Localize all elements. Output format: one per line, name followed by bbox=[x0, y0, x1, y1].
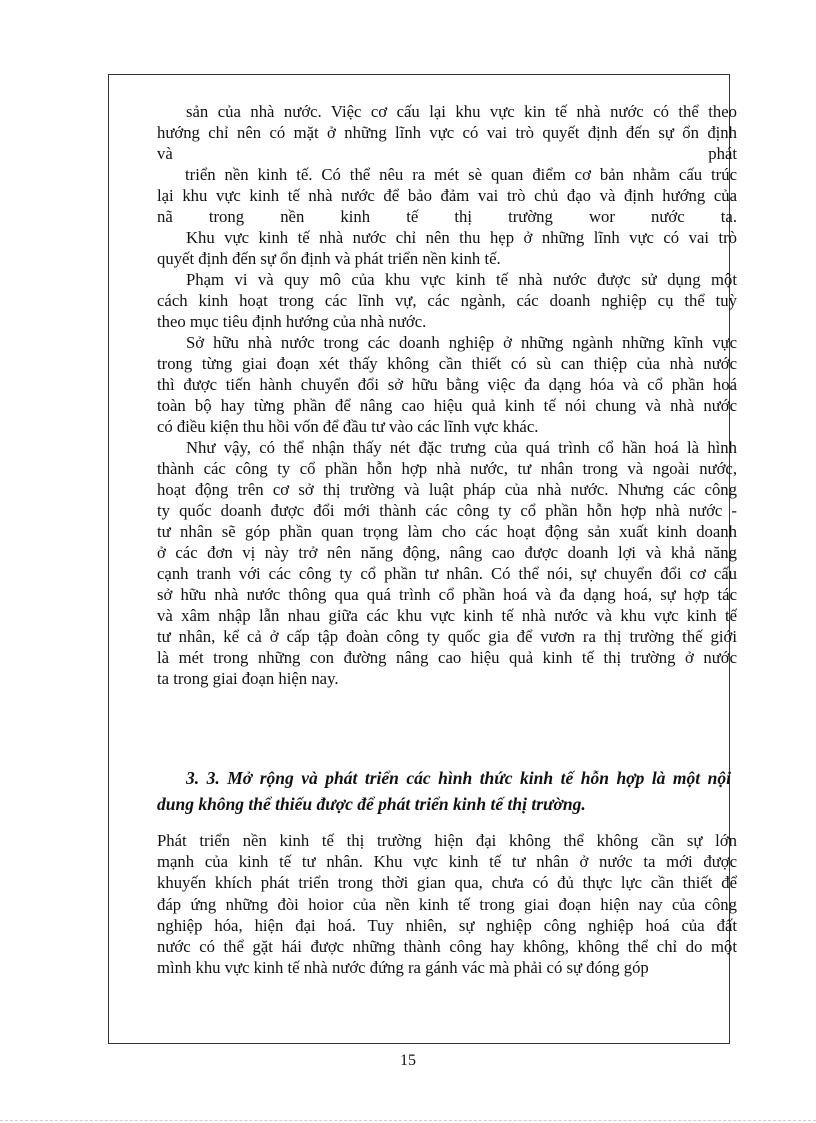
paragraph-line: Phạm vi và quy mô của khu vực kinh tế nhà nước được sử dụng một bbox=[186, 270, 737, 289]
paragraph-line: nước có thể gặt hái được những thành công hay không, không thể chỉ do một bbox=[157, 936, 737, 956]
section-heading-line-1: 3. 3. Mở rộng và phát triển các hình thức kinh tế hỗn hợp là một nội bbox=[186, 768, 731, 788]
paragraph-line: tư nhân sẽ góp phần quan trọng làm cho các hoạt động sản xuất kinh doanh bbox=[157, 522, 737, 541]
paragraph-line: ở các đơn vị này trở nên năng động, nâng cao được doanh lợi và khả năng bbox=[157, 543, 737, 562]
paragraph-line: triển nền kinh tế. Có thể nêu ra mét sè quan điểm cơ bản nhằm cấu trúc bbox=[185, 165, 737, 184]
paragraph-line: ta trong giai đoạn hiện nay. bbox=[157, 669, 339, 688]
section-heading-line-2: dung không thể thiếu được để phát triển kinh tế thị trường. bbox=[157, 794, 586, 814]
paragraph-line: theo mục tiêu định hướng của nhà nước. bbox=[157, 312, 427, 331]
paragraph-line: quyết định đến sự ổn định và phát triển nền kinh tế. bbox=[157, 249, 501, 268]
paragraph-line: Như vậy, có thể nhận thấy nét đặc trưng của quá trình cổ hần hoá là hình bbox=[186, 438, 737, 457]
paragraph-line: và phát bbox=[157, 144, 737, 163]
paragraph-line: đáp ứng những đòi hoior của nền kinh tế trong giai đoạn hiện nay của công bbox=[157, 894, 737, 914]
body-text-block bbox=[157, 101, 737, 689]
paragraph-line: thành các công ty cổ phần hỗn hợp nhà nước, tư nhân trong và ngoài nước, bbox=[157, 459, 737, 478]
paragraph-line: Phát triển nền kinh tế thị trường hiện đại không thể không cần sự lớn bbox=[157, 831, 737, 850]
paragraph-line: ty quốc doanh được đổi mới thành các công ty cổ phần hỗn hợp nhà nước - bbox=[157, 501, 737, 520]
paragraph-line: tư nhân, kể cả ở cấp tập đoàn công ty quốc gia để vươn ra thị trường thế giới bbox=[157, 627, 737, 646]
paragraph-after-heading bbox=[157, 830, 737, 978]
paragraph-line: cạnh tranh với các công ty cổ phần tư nhân. Có thể nói, sự chuyển đổi cơ cấu bbox=[157, 564, 737, 583]
paragraph-line: hoạt động trên cơ sở thị trường và luật pháp của nhà nước. Nhưng các công bbox=[157, 480, 737, 499]
section-heading bbox=[157, 765, 731, 817]
paragraph-line: mình khu vực kinh tế nhà nước đứng ra gánh vác mà phải có sự đóng góp bbox=[157, 958, 649, 978]
paragraph-line: Khu vực kinh tế nhà nước chỉ nên thu hẹp ở những lĩnh vực có vai trò bbox=[186, 228, 737, 247]
paragraph-line: là mét trong những con đường nâng cao hiệu quả kinh tế thị trường ở nước bbox=[157, 648, 737, 667]
paragraph-line: Sở hữu nhà nước trong các doanh nghiệp ở những ngành những kĩnh vực bbox=[186, 333, 737, 352]
paragraph-line: và xâm nhập lẫn nhau giữa các khu vực kinh tế nhà nước và khu vực kinh tế bbox=[157, 606, 737, 625]
paragraph-line: toàn bộ hay từng phần để nâng cao hiệu quả kinh tế nói chung và nhà nước bbox=[157, 396, 737, 415]
paragraph-line: có điều kiện thu hồi vốn để đầu tư vào các lĩnh vực khác. bbox=[157, 417, 539, 436]
paragraph-line: trong từng giai đoạn xét thấy không cần thiết có sù can thiệp của nhà nước bbox=[157, 354, 737, 373]
paragraph-line: nã trong nền kinh tế thị trường wor nước ta. bbox=[157, 207, 737, 226]
paragraph-line: sở hữu nhà nước thông qua quá trình cổ phần hoá và đa dạng hoá, sự hợp tác bbox=[157, 585, 737, 604]
paragraph-line: hướng chỉ nên có mặt ở những lĩnh vực có vai trò quyết định đến sự ổn định bbox=[157, 123, 737, 142]
paragraph-line: sản của nhà nước. Việc cơ cấu lại khu vực kin tế nhà nước có thể theo bbox=[186, 102, 737, 121]
page-bottom-divider bbox=[0, 1120, 816, 1121]
paragraph-line: nghiệp hóa, hiện đại hoá. Tuy nhiên, sự nghiệp công nghiệp hoá của đất bbox=[157, 915, 737, 935]
page-number: 15 bbox=[400, 1052, 416, 1069]
paragraph-line: khuyến khích phát triển trong thời gian qua, chưa có đủ thực lực cần thiết để bbox=[157, 873, 737, 893]
paragraph-line: mạnh của kinh tế tư nhân. Khu vực kinh tế tư nhân ở nước ta mới được bbox=[157, 852, 737, 872]
paragraph-line: thì được tiến hành chuyển đổi sở hữu bằng việc đa dạng hóa và cổ phần hoá bbox=[157, 375, 737, 394]
paragraph-line: lại khu vực kinh tế nhà nước để bảo đảm vai trò chủ đạo và định hướng của bbox=[157, 186, 737, 205]
paragraph-line: cách kinh hoạt trong các lĩnh vự, các ngành, các doanh nghiệp cụ thể tuỳ bbox=[157, 291, 737, 310]
